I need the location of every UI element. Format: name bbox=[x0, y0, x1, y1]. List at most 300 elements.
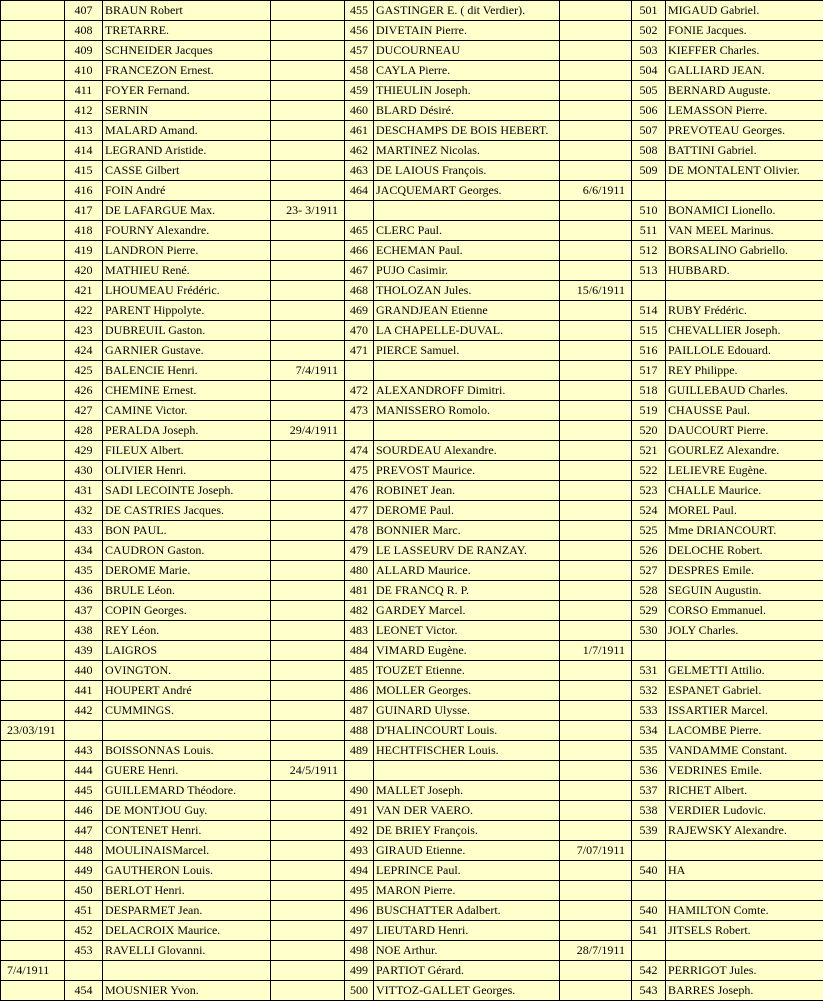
date-cell bbox=[1, 261, 65, 281]
date-cell bbox=[271, 301, 345, 321]
date-cell bbox=[1, 221, 65, 241]
number-cell: 431 bbox=[65, 481, 103, 501]
date-cell bbox=[560, 61, 632, 81]
number-cell: 469 bbox=[345, 301, 374, 321]
table-row bbox=[1, 901, 823, 921]
date-cell: 28/7/1911 bbox=[560, 941, 632, 961]
date-cell bbox=[1, 301, 65, 321]
date-cell bbox=[1, 61, 65, 81]
number-cell: 521 bbox=[632, 441, 666, 461]
date-cell bbox=[1, 121, 65, 141]
date-cell bbox=[1, 861, 65, 881]
date-cell bbox=[560, 1, 632, 21]
date-cell bbox=[1, 601, 65, 621]
date-cell bbox=[271, 681, 345, 701]
number-cell bbox=[345, 761, 374, 781]
table-row bbox=[1, 221, 823, 241]
table-row bbox=[1, 321, 823, 341]
date-cell bbox=[271, 341, 345, 361]
number-cell: 489 bbox=[345, 741, 374, 761]
table-row bbox=[1, 581, 823, 601]
number-cell: 471 bbox=[345, 341, 374, 361]
date-cell bbox=[1, 781, 65, 801]
name-cell: MALLET Joseph. bbox=[374, 781, 560, 801]
name-cell: ECHEMAN Paul. bbox=[374, 241, 560, 261]
number-cell: 504 bbox=[632, 61, 666, 81]
date-cell bbox=[1, 41, 65, 61]
number-cell: 480 bbox=[345, 561, 374, 581]
table-row bbox=[1, 741, 823, 761]
number-cell: 420 bbox=[65, 261, 103, 281]
date-cell bbox=[560, 901, 632, 921]
number-cell: 461 bbox=[345, 121, 374, 141]
number-cell: 527 bbox=[632, 561, 666, 581]
name-cell: PERRIGOT Jules. bbox=[666, 961, 823, 981]
date-cell bbox=[560, 421, 632, 441]
date-cell bbox=[271, 661, 345, 681]
date-cell bbox=[271, 581, 345, 601]
name-cell: VITTOZ-GALLET Georges. bbox=[374, 981, 560, 1001]
date-cell bbox=[560, 81, 632, 101]
date-cell bbox=[271, 941, 345, 961]
date-cell: 23/03/191 bbox=[1, 721, 65, 741]
name-cell: DELACROIX Maurice. bbox=[103, 921, 271, 941]
date-cell bbox=[271, 981, 345, 1001]
number-cell bbox=[65, 721, 103, 741]
table-row bbox=[1, 981, 823, 1001]
date-cell bbox=[1, 581, 65, 601]
date-cell bbox=[560, 701, 632, 721]
name-cell: LE LASSEURV DE RANZAY. bbox=[374, 541, 560, 561]
date-cell bbox=[1, 181, 65, 201]
name-cell bbox=[103, 961, 271, 981]
name-cell: VANDAMME Constant. bbox=[666, 741, 823, 761]
number-cell: 481 bbox=[345, 581, 374, 601]
name-cell: HOUPERT André bbox=[103, 681, 271, 701]
date-cell bbox=[560, 741, 632, 761]
number-cell: 486 bbox=[345, 681, 374, 701]
table-row bbox=[1, 641, 823, 661]
table-row bbox=[1, 341, 823, 361]
name-cell: LELIEVRE Eugène. bbox=[666, 461, 823, 481]
name-cell: HECHTFISCHER Louis. bbox=[374, 741, 560, 761]
date-cell bbox=[1, 101, 65, 121]
table-row bbox=[1, 181, 823, 201]
name-cell: BARRES Joseph. bbox=[666, 981, 823, 1001]
date-cell bbox=[560, 241, 632, 261]
name-cell: GAUTHERON Louis. bbox=[103, 861, 271, 881]
date-cell bbox=[1, 461, 65, 481]
date-cell bbox=[560, 821, 632, 841]
number-cell: 515 bbox=[632, 321, 666, 341]
number-cell: 458 bbox=[345, 61, 374, 81]
number-cell: 456 bbox=[345, 21, 374, 41]
name-cell: PAILLOLE Edouard. bbox=[666, 341, 823, 361]
date-cell bbox=[560, 401, 632, 421]
number-cell: 439 bbox=[65, 641, 103, 661]
date-cell bbox=[271, 1, 345, 21]
name-cell: VAN DER VAERO. bbox=[374, 801, 560, 821]
name-cell: BATTINI Gabriel. bbox=[666, 141, 823, 161]
date-cell: 29/4/1911 bbox=[271, 421, 345, 441]
number-cell: 503 bbox=[632, 41, 666, 61]
date-cell bbox=[1, 161, 65, 181]
name-cell: LEONET Victor. bbox=[374, 621, 560, 641]
table-row bbox=[1, 261, 823, 281]
number-cell bbox=[345, 201, 374, 221]
table-row bbox=[1, 421, 823, 441]
date-cell bbox=[1, 21, 65, 41]
name-cell: DE CASTRIES Jacques. bbox=[103, 501, 271, 521]
name-cell: GUILLEMARD Théodore. bbox=[103, 781, 271, 801]
name-cell: MOLLER Georges. bbox=[374, 681, 560, 701]
date-cell bbox=[1, 241, 65, 261]
number-cell: 502 bbox=[632, 21, 666, 41]
number-cell: 446 bbox=[65, 801, 103, 821]
number-cell: 459 bbox=[345, 81, 374, 101]
date-cell bbox=[560, 881, 632, 901]
name-cell: MATHIEU René. bbox=[103, 261, 271, 281]
number-cell: 447 bbox=[65, 821, 103, 841]
name-cell bbox=[374, 421, 560, 441]
number-cell: 493 bbox=[345, 841, 374, 861]
name-cell: VIMARD Eugène. bbox=[374, 641, 560, 661]
number-cell: 543 bbox=[632, 981, 666, 1001]
name-cell bbox=[666, 281, 823, 301]
date-cell bbox=[560, 561, 632, 581]
date-cell bbox=[560, 21, 632, 41]
table-row bbox=[1, 521, 823, 541]
number-cell: 540 bbox=[632, 901, 666, 921]
name-cell: GARNIER Gustave. bbox=[103, 341, 271, 361]
name-cell: VEDRINES Emile. bbox=[666, 761, 823, 781]
table-row bbox=[1, 681, 823, 701]
number-cell: 444 bbox=[65, 761, 103, 781]
date-cell bbox=[1, 881, 65, 901]
name-cell: ROBINET Jean. bbox=[374, 481, 560, 501]
number-cell: 507 bbox=[632, 121, 666, 141]
date-cell bbox=[271, 621, 345, 641]
table-row bbox=[1, 801, 823, 821]
date-cell: 7/07/1911 bbox=[560, 841, 632, 861]
number-cell: 450 bbox=[65, 881, 103, 901]
date-cell bbox=[1, 1, 65, 21]
number-cell: 537 bbox=[632, 781, 666, 801]
date-cell: 15/6/1911 bbox=[560, 281, 632, 301]
date-cell bbox=[271, 961, 345, 981]
table-row bbox=[1, 781, 823, 801]
number-cell: 492 bbox=[345, 821, 374, 841]
number-cell: 430 bbox=[65, 461, 103, 481]
number-cell: 497 bbox=[345, 921, 374, 941]
name-cell: MARON Pierre. bbox=[374, 881, 560, 901]
date-cell bbox=[560, 201, 632, 221]
number-cell: 478 bbox=[345, 521, 374, 541]
date-cell bbox=[1, 921, 65, 941]
number-cell: 495 bbox=[345, 881, 374, 901]
number-cell: 491 bbox=[345, 801, 374, 821]
date-cell bbox=[560, 721, 632, 741]
table-row bbox=[1, 41, 823, 61]
name-cell: PIERCE Samuel. bbox=[374, 341, 560, 361]
number-cell bbox=[632, 181, 666, 201]
number-cell: 496 bbox=[345, 901, 374, 921]
name-cell: CONTENET Henri. bbox=[103, 821, 271, 841]
date-cell bbox=[271, 701, 345, 721]
table-row bbox=[1, 541, 823, 561]
number-cell: 429 bbox=[65, 441, 103, 461]
name-cell: THOLOZAN Jules. bbox=[374, 281, 560, 301]
table-row bbox=[1, 701, 823, 721]
number-cell: 467 bbox=[345, 261, 374, 281]
table-row bbox=[1, 61, 823, 81]
date-cell bbox=[1, 741, 65, 761]
table-row bbox=[1, 561, 823, 581]
name-cell: JOLY Charles. bbox=[666, 621, 823, 641]
name-cell: DE BRIEY François. bbox=[374, 821, 560, 841]
date-cell bbox=[560, 461, 632, 481]
table-row bbox=[1, 621, 823, 641]
number-cell: 440 bbox=[65, 661, 103, 681]
name-cell: CHEVALLIER Joseph. bbox=[666, 321, 823, 341]
name-cell: MARTINEZ Nicolas. bbox=[374, 141, 560, 161]
date-cell bbox=[1, 141, 65, 161]
date-cell bbox=[271, 401, 345, 421]
name-cell: LA CHAPELLE-DUVAL. bbox=[374, 321, 560, 341]
name-cell: BERNARD Auguste. bbox=[666, 81, 823, 101]
name-cell: DESCHAMPS DE BOIS HEBERT. bbox=[374, 121, 560, 141]
date-cell: 23- 3/1911 bbox=[271, 201, 345, 221]
name-cell: ISSARTIER Marcel. bbox=[666, 701, 823, 721]
number-cell: 453 bbox=[65, 941, 103, 961]
name-cell: BOISSONNAS Louis. bbox=[103, 741, 271, 761]
name-cell: HA bbox=[666, 861, 823, 881]
number-cell: 535 bbox=[632, 741, 666, 761]
name-cell: DESPARMET Jean. bbox=[103, 901, 271, 921]
number-cell: 408 bbox=[65, 21, 103, 41]
table-row bbox=[1, 141, 823, 161]
date-cell bbox=[271, 221, 345, 241]
number-cell: 529 bbox=[632, 601, 666, 621]
date-cell bbox=[560, 321, 632, 341]
date-cell bbox=[560, 441, 632, 461]
date-cell bbox=[271, 521, 345, 541]
number-cell: 417 bbox=[65, 201, 103, 221]
date-cell bbox=[560, 781, 632, 801]
number-cell: 514 bbox=[632, 301, 666, 321]
date-cell bbox=[271, 161, 345, 181]
number-cell: 438 bbox=[65, 621, 103, 641]
name-cell bbox=[666, 641, 823, 661]
date-cell bbox=[560, 861, 632, 881]
name-cell: CAMINE Victor. bbox=[103, 401, 271, 421]
name-cell: CHEMINE Ernest. bbox=[103, 381, 271, 401]
name-cell: GUERE Henri. bbox=[103, 761, 271, 781]
name-cell: MALARD Amand. bbox=[103, 121, 271, 141]
number-cell: 484 bbox=[345, 641, 374, 661]
name-cell: CHAUSSE Paul. bbox=[666, 401, 823, 421]
name-cell: ALEXANDROFF Dimitri. bbox=[374, 381, 560, 401]
date-cell bbox=[271, 861, 345, 881]
date-cell bbox=[271, 61, 345, 81]
number-cell: 418 bbox=[65, 221, 103, 241]
date-cell bbox=[1, 501, 65, 521]
number-cell: 475 bbox=[345, 461, 374, 481]
number-cell: 465 bbox=[345, 221, 374, 241]
number-cell: 539 bbox=[632, 821, 666, 841]
number-cell: 411 bbox=[65, 81, 103, 101]
number-cell bbox=[632, 281, 666, 301]
number-cell: 538 bbox=[632, 801, 666, 821]
table-row bbox=[1, 941, 823, 961]
name-cell: FOYER Fernand. bbox=[103, 81, 271, 101]
number-cell: 510 bbox=[632, 201, 666, 221]
number-cell: 516 bbox=[632, 341, 666, 361]
date-cell bbox=[560, 481, 632, 501]
date-cell bbox=[1, 801, 65, 821]
date-cell bbox=[1, 621, 65, 641]
number-cell bbox=[632, 641, 666, 661]
date-cell bbox=[271, 181, 345, 201]
date-cell bbox=[1, 481, 65, 501]
number-cell: 426 bbox=[65, 381, 103, 401]
name-cell: HUBBARD. bbox=[666, 261, 823, 281]
number-cell: 443 bbox=[65, 741, 103, 761]
date-cell bbox=[560, 981, 632, 1001]
date-cell bbox=[271, 921, 345, 941]
number-cell: 534 bbox=[632, 721, 666, 741]
number-cell: 531 bbox=[632, 661, 666, 681]
table-row bbox=[1, 661, 823, 681]
name-cell: RICHET Albert. bbox=[666, 781, 823, 801]
name-cell: BONNIER Marc. bbox=[374, 521, 560, 541]
number-cell: 479 bbox=[345, 541, 374, 561]
name-cell: GUINARD Ulysse. bbox=[374, 701, 560, 721]
number-cell bbox=[345, 361, 374, 381]
number-cell: 413 bbox=[65, 121, 103, 141]
number-cell bbox=[65, 961, 103, 981]
table-row bbox=[1, 101, 823, 121]
name-cell: KIEFFER Charles. bbox=[666, 41, 823, 61]
name-cell: CORSO Emmanuel. bbox=[666, 601, 823, 621]
number-cell: 541 bbox=[632, 921, 666, 941]
date-cell bbox=[560, 301, 632, 321]
name-cell: DUCOURNEAU bbox=[374, 41, 560, 61]
number-cell: 464 bbox=[345, 181, 374, 201]
date-cell bbox=[271, 501, 345, 521]
number-cell: 412 bbox=[65, 101, 103, 121]
date-cell bbox=[271, 641, 345, 661]
date-cell bbox=[271, 821, 345, 841]
date-cell bbox=[271, 121, 345, 141]
name-cell bbox=[103, 721, 271, 741]
date-cell bbox=[1, 761, 65, 781]
date-cell bbox=[1, 841, 65, 861]
name-cell: GIRAUD Etienne. bbox=[374, 841, 560, 861]
name-cell bbox=[666, 841, 823, 861]
date-cell bbox=[271, 561, 345, 581]
number-cell: 463 bbox=[345, 161, 374, 181]
date-cell bbox=[560, 501, 632, 521]
date-cell bbox=[1, 281, 65, 301]
number-cell: 422 bbox=[65, 301, 103, 321]
date-cell bbox=[1, 361, 65, 381]
date-cell bbox=[271, 801, 345, 821]
number-cell bbox=[632, 881, 666, 901]
number-cell: 423 bbox=[65, 321, 103, 341]
name-cell: REY Philippe. bbox=[666, 361, 823, 381]
date-cell bbox=[560, 601, 632, 621]
date-cell bbox=[1, 201, 65, 221]
name-cell bbox=[666, 941, 823, 961]
name-cell: ESPANET Gabriel. bbox=[666, 681, 823, 701]
name-cell: OVINGTON. bbox=[103, 661, 271, 681]
number-cell: 434 bbox=[65, 541, 103, 561]
name-cell: DEROME Paul. bbox=[374, 501, 560, 521]
name-cell: BORSALINO Gabriello. bbox=[666, 241, 823, 261]
name-cell: BONAMICI Lionello. bbox=[666, 201, 823, 221]
table-row bbox=[1, 601, 823, 621]
date-cell bbox=[560, 521, 632, 541]
date-cell bbox=[560, 541, 632, 561]
date-cell bbox=[560, 341, 632, 361]
name-cell: DAUCOURT Pierre. bbox=[666, 421, 823, 441]
date-cell bbox=[271, 881, 345, 901]
table-row bbox=[1, 721, 823, 741]
name-cell: FILEUX Albert. bbox=[103, 441, 271, 461]
name-cell: BERLOT Henri. bbox=[103, 881, 271, 901]
date-cell bbox=[1, 981, 65, 1001]
table-row bbox=[1, 761, 823, 781]
name-cell: CAUDRON Gaston. bbox=[103, 541, 271, 561]
number-cell: 509 bbox=[632, 161, 666, 181]
name-cell: CAYLA Pierre. bbox=[374, 61, 560, 81]
name-cell: REY Léon. bbox=[103, 621, 271, 641]
name-cell: CASSE Gilbert bbox=[103, 161, 271, 181]
date-cell bbox=[560, 921, 632, 941]
table-row bbox=[1, 921, 823, 941]
number-cell: 540 bbox=[632, 861, 666, 881]
date-cell bbox=[271, 21, 345, 41]
name-cell: SEGUIN Augustin. bbox=[666, 581, 823, 601]
name-cell: FRANCEZON Ernest. bbox=[103, 61, 271, 81]
date-cell: 1/7/1911 bbox=[560, 641, 632, 661]
number-cell: 499 bbox=[345, 961, 374, 981]
table-row bbox=[1, 441, 823, 461]
number-cell: 415 bbox=[65, 161, 103, 181]
name-cell: LEPRINCE Paul. bbox=[374, 861, 560, 881]
date-cell bbox=[560, 261, 632, 281]
date-cell bbox=[560, 801, 632, 821]
name-cell: NOE Arthur. bbox=[374, 941, 560, 961]
table-row bbox=[1, 841, 823, 861]
date-cell bbox=[271, 741, 345, 761]
date-cell bbox=[271, 721, 345, 741]
name-cell: LANDRON Pierre. bbox=[103, 241, 271, 261]
date-cell bbox=[271, 841, 345, 861]
number-cell: 437 bbox=[65, 601, 103, 621]
table-row bbox=[1, 241, 823, 261]
date-cell bbox=[271, 261, 345, 281]
date-cell bbox=[271, 141, 345, 161]
name-cell: PUJO Casimir. bbox=[374, 261, 560, 281]
date-cell bbox=[1, 521, 65, 541]
number-cell: 518 bbox=[632, 381, 666, 401]
date-cell bbox=[1, 441, 65, 461]
date-cell: 6/6/1911 bbox=[560, 181, 632, 201]
number-cell: 498 bbox=[345, 941, 374, 961]
name-cell: JITSELS Robert. bbox=[666, 921, 823, 941]
